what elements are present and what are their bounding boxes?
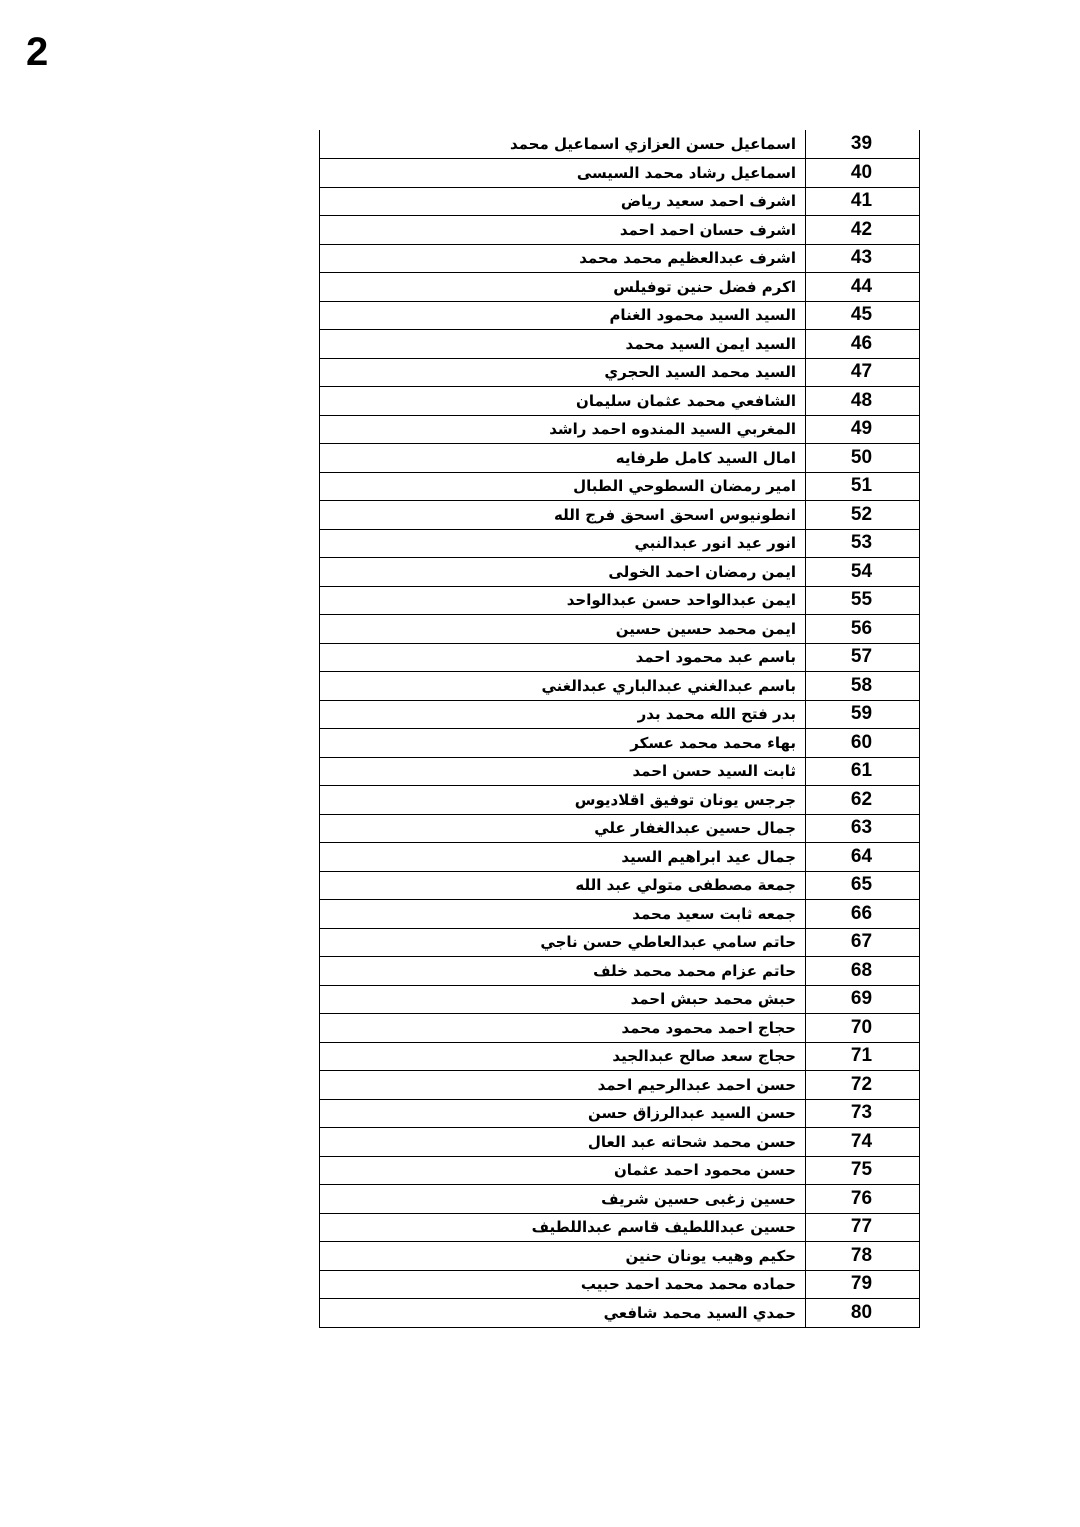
serial-number-cell: 76: [806, 1185, 920, 1214]
table-row: [320, 814, 920, 843]
name-cell: حماده محمد محمد احمد حبيب: [320, 1270, 806, 1299]
name-cell: المغربي السيد المندوه احمد راشد: [320, 415, 806, 444]
serial-number-cell: 74: [806, 1128, 920, 1157]
serial-number-cell: 51: [806, 472, 920, 501]
name-cell: حجاج احمد محمود محمد: [320, 1014, 806, 1043]
serial-number-cell: 47: [806, 358, 920, 387]
page-number: 2: [26, 30, 49, 74]
name-cell: حسن محمد شحاته عبد العال: [320, 1128, 806, 1157]
name-cell: جرجس يونان توفيق اقلاديوس: [320, 786, 806, 815]
name-cell: بدر فتح الله محمد بدر: [320, 700, 806, 729]
table-row: [320, 558, 920, 587]
name-cell: حسن السيد عبدالرزاق حسن: [320, 1099, 806, 1128]
table-body: [320, 130, 920, 1327]
serial-number-cell: 69: [806, 985, 920, 1014]
table-row: [320, 871, 920, 900]
table-row: [320, 1213, 920, 1242]
serial-number-cell: 64: [806, 843, 920, 872]
serial-number-cell: 45: [806, 301, 920, 330]
name-cell: السيد محمد السيد الحجري: [320, 358, 806, 387]
serial-number-cell: 49: [806, 415, 920, 444]
name-cell: حسين زغبى حسين شريف: [320, 1185, 806, 1214]
name-cell: ايمن رمضان احمد الخولى: [320, 558, 806, 587]
serial-number-cell: 80: [806, 1299, 920, 1328]
serial-number-cell: 53: [806, 529, 920, 558]
serial-number-cell: 60: [806, 729, 920, 758]
table-row: [320, 529, 920, 558]
table-row: [320, 159, 920, 188]
name-cell: حسن محمود احمد عثمان: [320, 1156, 806, 1185]
serial-number-cell: 77: [806, 1213, 920, 1242]
serial-number-cell: 63: [806, 814, 920, 843]
serial-number-cell: 66: [806, 900, 920, 929]
serial-number-cell: 43: [806, 244, 920, 273]
table-row: [320, 700, 920, 729]
table-row: [320, 358, 920, 387]
name-cell: اشرف عبدالعظيم محمد محمد: [320, 244, 806, 273]
table-row: [320, 928, 920, 957]
name-cell: السيد السيد محمود الغنام: [320, 301, 806, 330]
name-cell: السيد ايمن السيد محمد: [320, 330, 806, 359]
table-row: [320, 900, 920, 929]
name-cell: حكيم وهيب يونان حنين: [320, 1242, 806, 1271]
serial-number-cell: 40: [806, 159, 920, 188]
name-cell: امير رمضان السطوحي الطبال: [320, 472, 806, 501]
name-cell: الشافعي محمد عثمان سليمان: [320, 387, 806, 416]
table-row: [320, 1156, 920, 1185]
table-row: [320, 1270, 920, 1299]
table-row: [320, 586, 920, 615]
name-cell: حمدي السيد محمد شافعي: [320, 1299, 806, 1328]
name-cell: بهاء محمد محمد عسكر: [320, 729, 806, 758]
serial-number-cell: 44: [806, 273, 920, 302]
table-row: [320, 244, 920, 273]
table-row: [320, 187, 920, 216]
serial-number-cell: 52: [806, 501, 920, 530]
serial-number-cell: 79: [806, 1270, 920, 1299]
name-cell: اكرم فضل حنين توفيلس: [320, 273, 806, 302]
table-row: [320, 216, 920, 245]
table-row: [320, 672, 920, 701]
table-row: [320, 1099, 920, 1128]
name-cell: جمال حسين عبدالغفار علي: [320, 814, 806, 843]
serial-number-cell: 58: [806, 672, 920, 701]
serial-number-cell: 46: [806, 330, 920, 359]
name-cell: اسماعيل حسن العزازي اسماعيل محمد: [320, 130, 806, 159]
serial-number-cell: 55: [806, 586, 920, 615]
serial-number-cell: 48: [806, 387, 920, 416]
table-row: [320, 757, 920, 786]
serial-number-cell: 42: [806, 216, 920, 245]
name-cell: جمعة مصطفى متولي عبد الله: [320, 871, 806, 900]
table-row: [320, 957, 920, 986]
table-row: [320, 1185, 920, 1214]
names-table: [319, 130, 920, 1328]
serial-number-cell: 59: [806, 700, 920, 729]
serial-number-cell: 71: [806, 1042, 920, 1071]
table-row: [320, 1014, 920, 1043]
serial-number-cell: 62: [806, 786, 920, 815]
name-cell: حاتم عزام محمد محمد خلف: [320, 957, 806, 986]
table-row: [320, 1071, 920, 1100]
name-cell: باسم عبدالغني عبدالباري عبدالغني: [320, 672, 806, 701]
table-row: [320, 415, 920, 444]
table-row: [320, 273, 920, 302]
name-cell: ايمن عبدالواحد حسن عبدالواحد: [320, 586, 806, 615]
table-row: [320, 1128, 920, 1157]
serial-number-cell: 65: [806, 871, 920, 900]
serial-number-cell: 68: [806, 957, 920, 986]
table-row: [320, 729, 920, 758]
name-cell: حاتم سامي عبدالعاطي حسن ناجي: [320, 928, 806, 957]
table-row: [320, 786, 920, 815]
serial-number-cell: 57: [806, 643, 920, 672]
name-cell: ثابت السيد حسن احمد: [320, 757, 806, 786]
table-row: [320, 615, 920, 644]
serial-number-cell: 73: [806, 1099, 920, 1128]
table-row: [320, 1299, 920, 1328]
table-row: [320, 301, 920, 330]
serial-number-cell: 41: [806, 187, 920, 216]
name-cell: انور عيد انور عبدالنبي: [320, 529, 806, 558]
name-cell: باسم عبد محمود احمد: [320, 643, 806, 672]
name-cell: جمعه ثابت سعيد محمد: [320, 900, 806, 929]
serial-number-cell: 70: [806, 1014, 920, 1043]
table-row: [320, 444, 920, 473]
serial-number-cell: 50: [806, 444, 920, 473]
table-row: [320, 643, 920, 672]
serial-number-cell: 56: [806, 615, 920, 644]
name-cell: حجاج سعد صالح عبدالجيد: [320, 1042, 806, 1071]
serial-number-cell: 75: [806, 1156, 920, 1185]
table-row: [320, 130, 920, 159]
serial-number-cell: 78: [806, 1242, 920, 1271]
table-row: [320, 501, 920, 530]
table-row: [320, 387, 920, 416]
serial-number-cell: 67: [806, 928, 920, 957]
name-cell: اشرف حسان احمد احمد: [320, 216, 806, 245]
name-cell: انطونيوس اسحق اسحق فرج الله: [320, 501, 806, 530]
table-row: [320, 1042, 920, 1071]
name-cell: حسين عبداللطيف قاسم عبداللطيف: [320, 1213, 806, 1242]
name-cell: حسن احمد عبدالرحيم احمد: [320, 1071, 806, 1100]
serial-number-cell: 72: [806, 1071, 920, 1100]
name-cell: جمال عيد ابراهيم السيد: [320, 843, 806, 872]
name-cell: اسماعيل رشاد محمد السيسى: [320, 159, 806, 188]
name-cell: امال السيد كامل طرفايه: [320, 444, 806, 473]
table-row: [320, 472, 920, 501]
serial-number-cell: 54: [806, 558, 920, 587]
table-row: [320, 843, 920, 872]
table-row: [320, 985, 920, 1014]
table-row: [320, 330, 920, 359]
table-row: [320, 1242, 920, 1271]
name-cell: ايمن محمد حسين حسين: [320, 615, 806, 644]
serial-number-cell: 61: [806, 757, 920, 786]
name-cell: حبش محمد حبش احمد: [320, 985, 806, 1014]
name-cell: اشرف احمد سعيد رياض: [320, 187, 806, 216]
serial-number-cell: 39: [806, 130, 920, 159]
